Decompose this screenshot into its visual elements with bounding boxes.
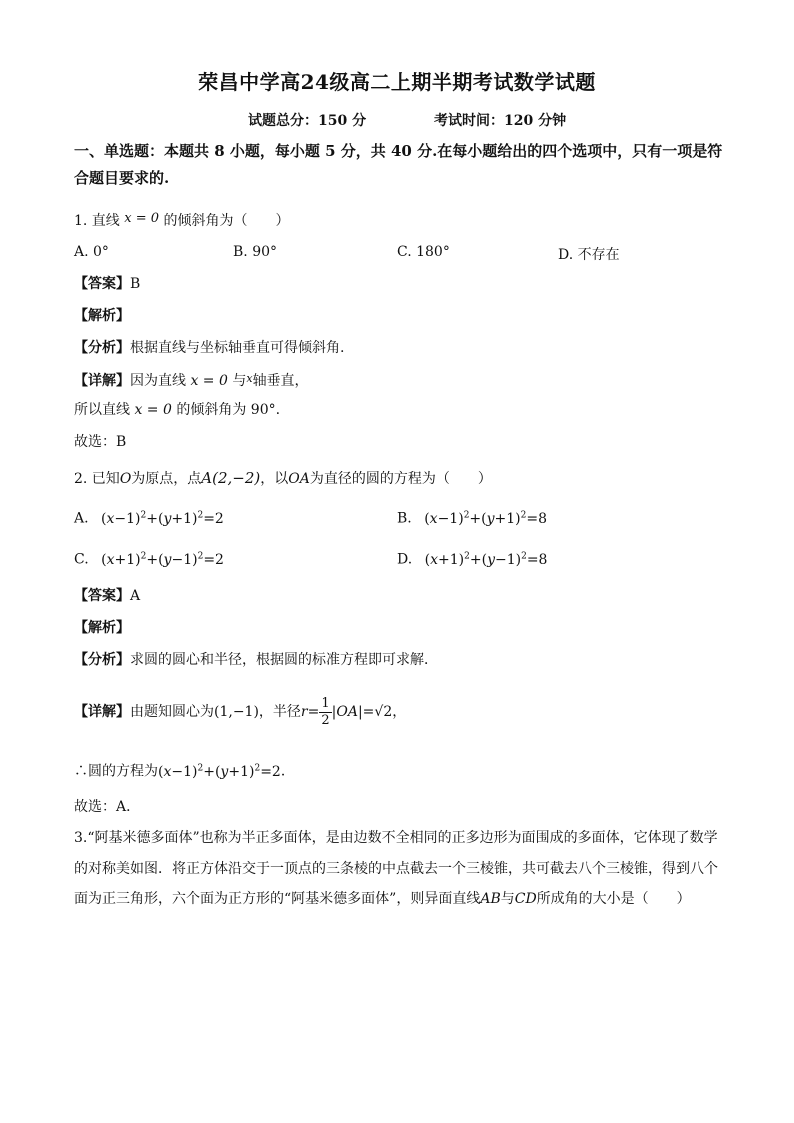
q2-equation: ∴圆的方程为$(x-1)^2+(y+1)^2=2$． <box>74 763 295 780</box>
q1-analysis-label: 【解析】 <box>74 308 130 324</box>
q1-choice: 故选：B <box>74 434 127 450</box>
q2-option-c: C. $(x+1)^2+(y-1)^2=2$ <box>74 551 224 568</box>
q1-option-b: B. 90° <box>233 244 278 260</box>
q2-analysis-label: 【解析】 <box>74 620 130 636</box>
q1-option-a: A. 0° <box>74 244 109 260</box>
q2-option-a: A. $(x-1)^2+(y+1)^2=2$ <box>74 510 224 527</box>
q1-option-d: D. 不存在 <box>558 247 620 263</box>
q1-detail-2: 所以直线 x = 0 的倾斜角为 90°. <box>74 402 281 418</box>
q1-fenxi: 【分析】根据直线与坐标轴垂直可得倾斜角. <box>74 340 345 356</box>
q1-detail: 【详解】因为直线 x = 0 与$^x$轴垂直， <box>74 372 309 389</box>
q1-stem: 1. 直线 x = 0 的倾斜角为（ ） <box>74 211 290 229</box>
q2-fenxi: 【分析】求圆的圆心和半径，根据圆的标准方程即可求解． <box>74 652 438 668</box>
section-heading: 一、单选题：本题共 8 小题，每小题 5 分，共 40 分.在每小题给出的四个选项中，只有一项是符合题目要求的. <box>74 142 723 187</box>
q2-answer: 【答案】A <box>74 588 141 604</box>
q3-line-2: 的对称美如图．将正方体沿交于一顶点的三条棱的中点截去一个三棱锥，共可截去八个三棱锥，得到八个 <box>74 861 718 877</box>
q3-line-1: 3.“阿基米德多面体”也称为半正多面体，是由边数不全相同的正多边形为面围成的多面体，它体现了数学 <box>74 830 718 846</box>
q2-option-b: B. $(x-1)^2+(y+1)^2=8$ <box>397 510 548 527</box>
q2-option-d: D. $(x+1)^2+(y-1)^2=8$ <box>397 551 548 568</box>
total-score: 试题总分：150 分 <box>248 113 367 129</box>
q2-stem: 2. 已知O为原点，点A(2,−2)，以OA为直径的圆的方程为（ ） <box>74 469 492 487</box>
q1-option-c: C. 180° <box>397 244 450 260</box>
q3-line-3: 面为正三角形，六个面为正方形的“阿基米德多面体”，则异面直线AB与CD所成角的大小是（ ） <box>74 891 691 907</box>
half-fraction: $\frac{1}{2}$ <box>321 695 330 728</box>
q1-answer: 【答案】B <box>74 276 141 292</box>
exam-time: 考试时间：120 分钟 <box>434 113 567 129</box>
q2-detail: 【详解】由题知圆心为(1,−1)，半径r= $\frac{1}{2}$ |OA|=√2， <box>74 695 407 728</box>
page-title: 荣昌中学高24级高二上期半期考试数学试题 <box>198 70 596 94</box>
q2-choice: 故选：A． <box>74 799 141 815</box>
